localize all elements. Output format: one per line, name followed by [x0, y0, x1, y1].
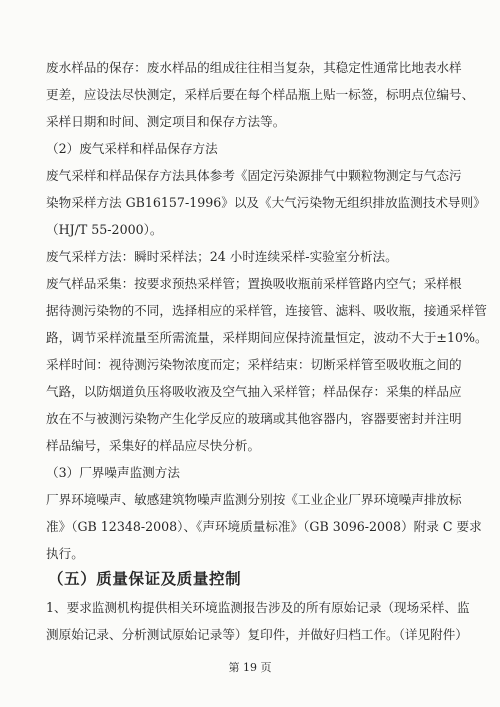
- para-line: 1、要求监测机构提供相关环境监测报告涉及的所有原始记录（现场采样、监: [46, 600, 470, 615]
- section-heading: （五）质量保证及质量控制: [48, 569, 242, 588]
- para-line: 废水样品的保存：废水样品的组成往往相当复杂，其稳定性通常比地表水样: [46, 60, 462, 75]
- para-line: 测原始记录、分析测试原始记录等）复印件，并做好归档工作。（详见附件）: [46, 627, 468, 642]
- para-line: （HJ/T 55-2000）。: [46, 222, 163, 237]
- para-line: 厂界环境噪声、敏感建筑物噪声监测分别按《工业企业厂界环境噪声排放标: [46, 492, 462, 507]
- para-line: 准》（GB 12348-2008）、《声环境质量标准》（GB 3096-2008）附录 C 要求: [46, 519, 482, 534]
- para-line: 废气采样方法：瞬时采样法；24 小时连续采样-实验室分析法。: [46, 249, 398, 264]
- para-line: 气路，以防烟道负压将吸收液及空气抽入采样管；样品保存：采集的样品应: [46, 384, 462, 399]
- para-line: 废气采样和样品保存方法具体参考《固定污染源排气中颗粒物测定与气态污: [46, 168, 462, 183]
- para-line: 路，调节采样流量至所需流量，采样期间应保持流量恒定，波动不大于±10%。: [46, 330, 488, 345]
- para-line: 更差，应设法尽快测定，采样后要在每个样品瓶上贴一标签，标明点位编号、: [46, 87, 475, 102]
- para-line: 样品编号，采集好的样品应尽快分析。: [46, 438, 261, 453]
- page-number: 第 19 页: [228, 661, 272, 674]
- para-line: 据待测污染物的不同，选择相应的采样管，连接管、滤料、吸收瓶，接通采样管: [46, 303, 487, 318]
- para-line: 采样日期和时间、测定项目和保存方法等。: [46, 114, 286, 129]
- subsection-heading: （2）废气采样和样品保存方法: [46, 141, 218, 156]
- subsection-heading: （3）厂界噪声监测方法: [46, 465, 180, 480]
- para-line: 废气样品采集：按要求预热采样管；置换吸收瓶前采样管路内空气；采样根: [46, 276, 462, 291]
- para-line: 放在不与被测污染物产生化学反应的玻璃或其他容器内，容器要密封并注明: [46, 411, 462, 426]
- para-line: 染物采样方法 GB16157-1996》以及《大气污染物无组织排放监测技术导则》: [46, 195, 486, 210]
- para-line: 执行。: [46, 546, 84, 561]
- para-line: 采样时间：视待测污染物浓度而定；采样结束：切断采样管至吸收瓶之间的: [46, 357, 462, 372]
